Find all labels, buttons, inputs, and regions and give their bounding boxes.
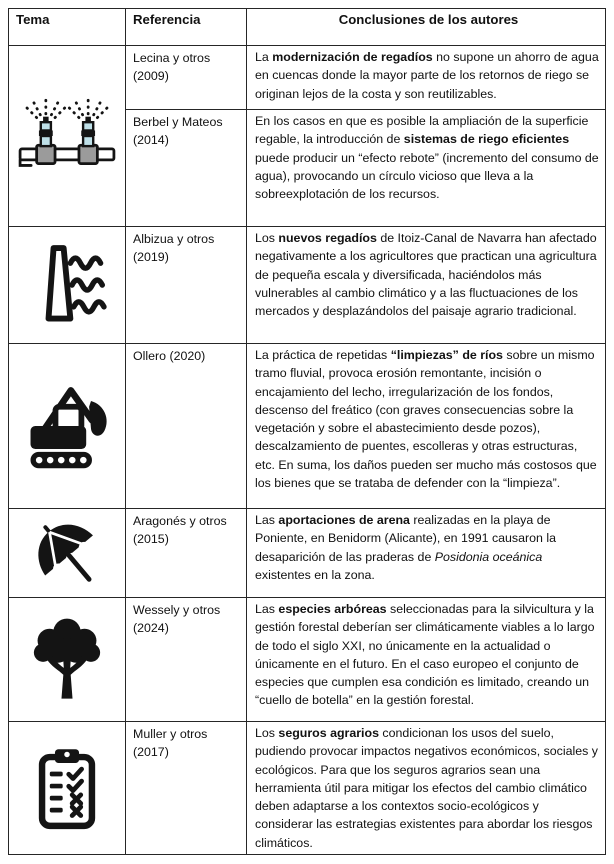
topic-group-irrigation [9, 45, 605, 226]
topic-group-checklist [9, 721, 605, 854]
checklist-clipboard-icon [24, 739, 110, 837]
topic-icon-cell [9, 509, 126, 597]
table-row [126, 227, 605, 343]
conclusion-cell: Las especies arbóreas seleccionadas para la silvicultura y la gestión forestal deberían ser climáticamente viables a lo largo de todo el siglo XXI, no únicamente en la actualidad o únicamente en el futuro. En el caso europeo el conjunto de especies que cumplen esa condición es limitado, creando un “cuello de botella” en la gestión forestal. [255, 602, 595, 708]
results-table [8, 8, 606, 855]
tree-icon [21, 614, 113, 706]
reference-cell: Aragonés y otros (2015) [126, 509, 247, 597]
topic-icon-cell [9, 227, 126, 343]
conclusion-cell: Los nuevos regadíos de Itoiz-Canal de Navarra han afectado negativamente a los agricultores que practican una agricultura de pequeña escala y diversificada, haciéndolos más vulnerables al cambio climático y a las fluctuaciones de los mercados y desplazándolos del paisaje agrario tradicional. [255, 231, 597, 319]
col-header-conclusiones: Conclusiones de los autores [338, 12, 519, 27]
topic-group-excavator [9, 343, 605, 508]
conclusion-cell: En los casos en que es posible la ampliación de la superficie regable, la introducción de sistemas de riego eficientes puede producir un “efecto rebote” (incremento del consumo de agua), provocando un círculo vicioso que lleva a la sobreexplotación de los recursos. [255, 114, 599, 202]
table-row [126, 344, 605, 508]
topic-icon-cell [9, 46, 126, 226]
beach-umbrella-icon [26, 513, 108, 593]
reference-cell: Berbel y Mateos (2014) [126, 110, 247, 226]
table-row [126, 109, 605, 226]
table-row [126, 722, 605, 854]
header-row [9, 9, 605, 45]
conclusion-cell: Los seguros agrarios condicionan los usos del suelo, pudiendo provocar impactos negativos económicos, sociales y ecológicos. Para que los seguros agrarios sean una herramienta útil para mitigar los efectos del cambio climático deben adaptarse a los contextos socio-ecológicos y considerar las estrategias existentes para abordar los riesgos climáticos. [255, 726, 598, 850]
conclusion-cell: La práctica de repetidas “limpiezas” de ríos sobre un mismo tramo fluvial, provoca erosión remontante, incisión o encajamiento del lecho, irregularización de los fondos, descenso del freático (con graves consecuencias sobre la vegetación y sobre el abastecimiento desde pozos), descalzamiento de puentes, escolleras y otras estructuras, etc. En suma, los daños pueden ser mucho más costosos que los bienes que se trataba de defender con la “limpieza”. [255, 348, 597, 491]
table-row [126, 46, 605, 109]
reference-cell: Ollero (2020) [126, 344, 247, 508]
col-header-tema: Tema [9, 9, 126, 45]
topic-group-tree [9, 597, 605, 721]
reference-cell: Lecina y otros (2009) [126, 46, 247, 109]
col-header-referencia: Referencia [126, 9, 247, 45]
topic-icon-cell [9, 344, 126, 508]
reference-cell: Albizua y otros (2019) [126, 227, 247, 343]
topic-group-umbrella [9, 508, 605, 597]
topic-icon-cell [9, 722, 126, 854]
topic-group-dam [9, 226, 605, 343]
topic-icon-cell [9, 598, 126, 721]
excavator-icon [19, 376, 115, 476]
conclusion-cell: Las aportaciones de arena realizadas en la playa de Poniente, en Benidorm (Alicante), en 1991 causaron la desaparición de las praderas de Posidonia oceánica existentes en la zona. [255, 513, 557, 582]
table-row [126, 509, 605, 597]
table-row [126, 598, 605, 721]
dam-river-icon [25, 237, 109, 333]
conclusion-cell: La modernización de regadíos no supone un ahorro de agua en cuencas donde la mayor parte de los retornos de riego se originan lejos de la costa y son reutilizables. [255, 50, 599, 101]
reference-cell: Muller y otros (2017) [126, 722, 247, 854]
reference-cell: Wessely y otros (2024) [126, 598, 247, 721]
irrigation-sprinklers-icon [16, 90, 118, 182]
